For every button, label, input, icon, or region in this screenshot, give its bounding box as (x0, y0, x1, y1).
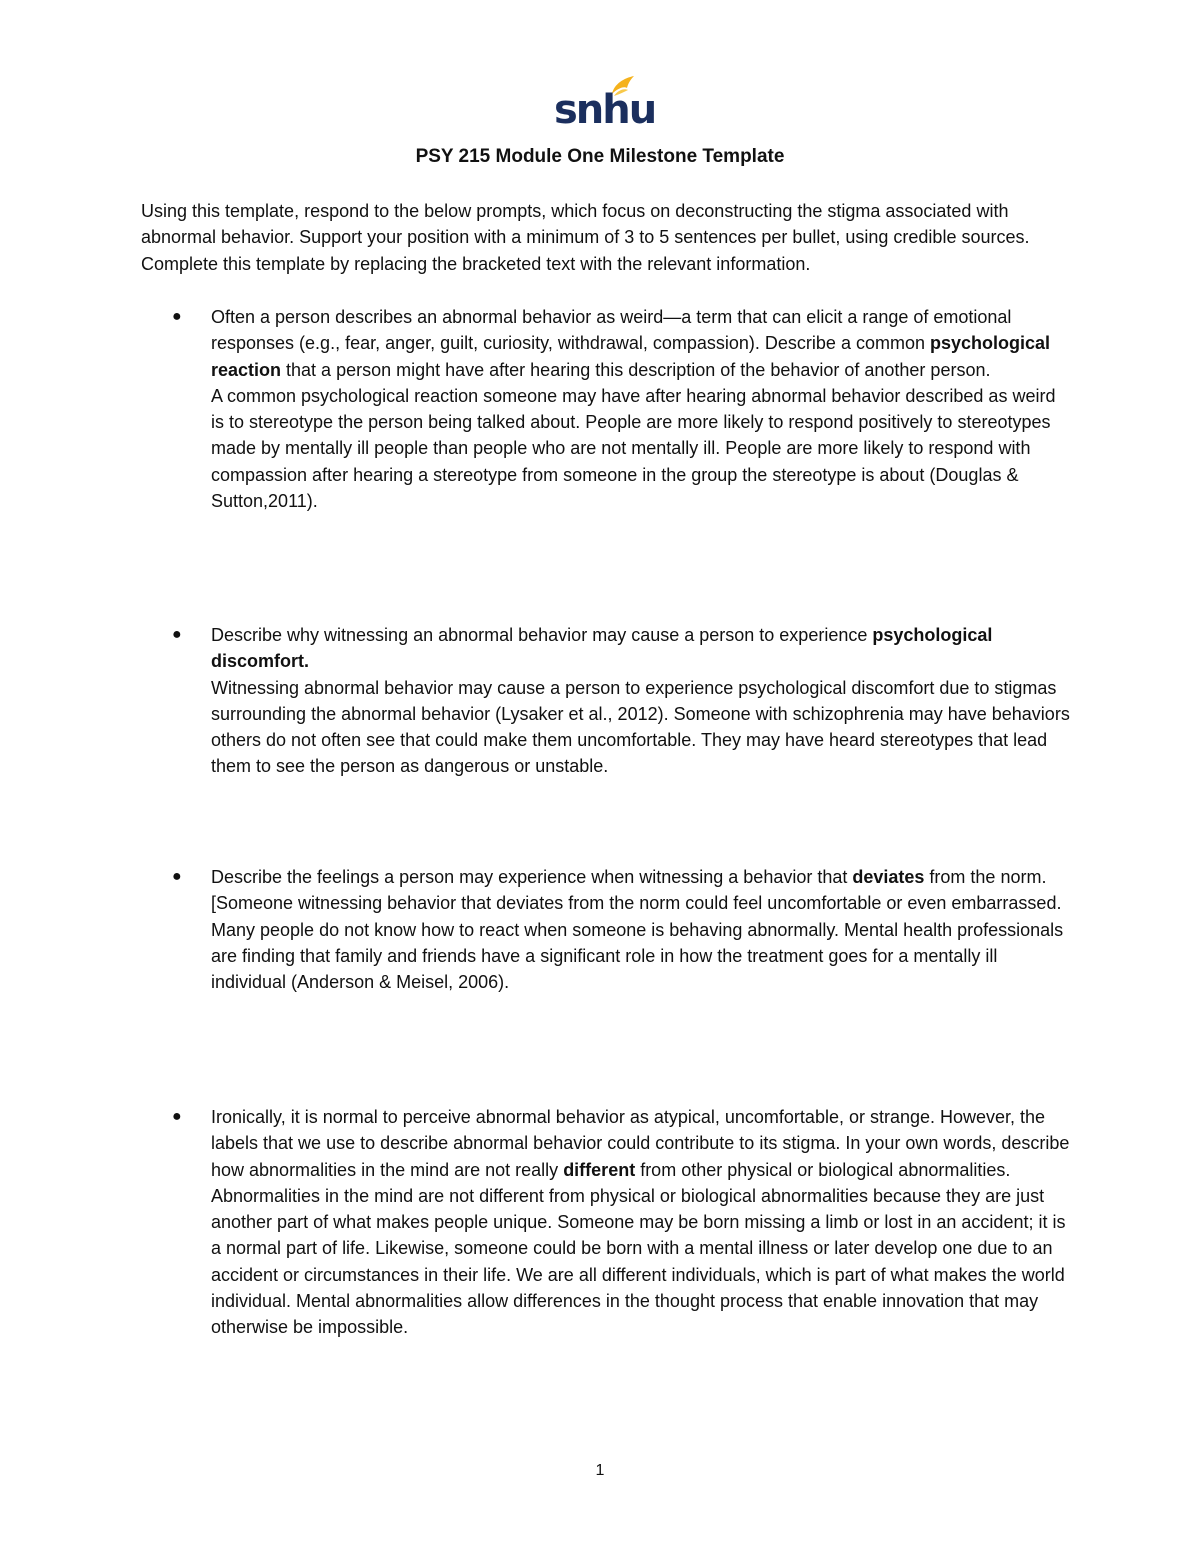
intro-paragraph: Using this template, respond to the below prompts, which focus on deconstructing the stigma associated with abnormal behavior. Support your position with a minimum of 3 to 5 sentences per bullet, using credible sources. Complete this template by replacing the bracketed text with the relevant information. (141, 201, 1030, 274)
page-number: 1 (595, 1462, 605, 1479)
bullet-prompt: Describe the feelings a person may experience when witnessing a behavior that deviates from the norm. (211, 867, 1047, 887)
bullet-item (172, 864, 1071, 995)
logo-text: snhu (554, 87, 656, 133)
bullet-response: Abnormalities in the mind are not different from physical or biological abnormalities because they are just another part of what makes people unique. Someone may be born missing a limb or lost in an accident; it is a normal part of life. Likewise, someone could be born with a mental illness or later develop one due to an accident or circumstances in their life. We are all different individuals, which is part of what makes the world individual. Mental abnormalities allow differences in the thought process that enable innovation that may otherwise be impossible. (211, 1185, 1066, 1338)
bullet-icon: ● (172, 1108, 182, 1125)
bullet-icon: ● (172, 308, 182, 325)
bullet-item (172, 304, 1071, 514)
document-title: PSY 215 Module One Milestone Template (415, 146, 785, 167)
bullet-response: A common psychological reaction someone may have after hearing abnormal behavior described as weird is to stereotype the person being talked about. People are more likely to respond positively to stereotypes made by mentally ill people than people who are not mentally ill. People are more likely to respond with compassion after hearing a stereotype from someone in the group the stereotype is about (Douglas & Sutton,2011). (211, 385, 1056, 512)
bullet-prompt: Often a person describes an abnormal behavior as weird—a term that can elicit a range of emotional responses (e.g., fear, anger, guilt, curiosity, withdrawal, compassion). Describe a common psychological reaction that a person might have after hearing this description of the behavior of another person. (211, 307, 1051, 380)
bullet-prompt: Describe why witnessing an abnormal behavior may cause a person to experience psychological discomfort. (211, 625, 993, 672)
bullet-prompt: Ironically, it is normal to perceive abnormal behavior as atypical, uncomfortable, or strange. However, the labels that we use to describe abnormal behavior could contribute to its stigma. In your own words, describe how abnormalities in the mind are not really different from other physical or biological abnormalities. (211, 1107, 1070, 1180)
snhu-logo (554, 74, 656, 133)
bullet-icon: ● (172, 626, 182, 643)
bullet-response: [Someone witnessing behavior that deviates from the norm could feel uncomfortable or even embarrassed. Many people do not know how to react when someone is behaving abnormally. Mental health professionals are finding that family and friends have a significant role in how the treatment goes for a mentally ill individual (Anderson & Meisel, 2006). (211, 893, 1064, 993)
bullet-response: Witnessing abnormal behavior may cause a person to experience psychological discomfort due to stigmas surrounding the abnormal behavior (Lysaker et al., 2012). Someone with schizophrenia may have behaviors others do not often see that could make them uncomfortable. They may have heard stereotypes that lead them to see the person as dangerous or unstable. (211, 677, 1070, 777)
bullet-item (172, 622, 1071, 780)
bullet-item (172, 1104, 1071, 1341)
bullet-icon: ● (172, 868, 182, 885)
